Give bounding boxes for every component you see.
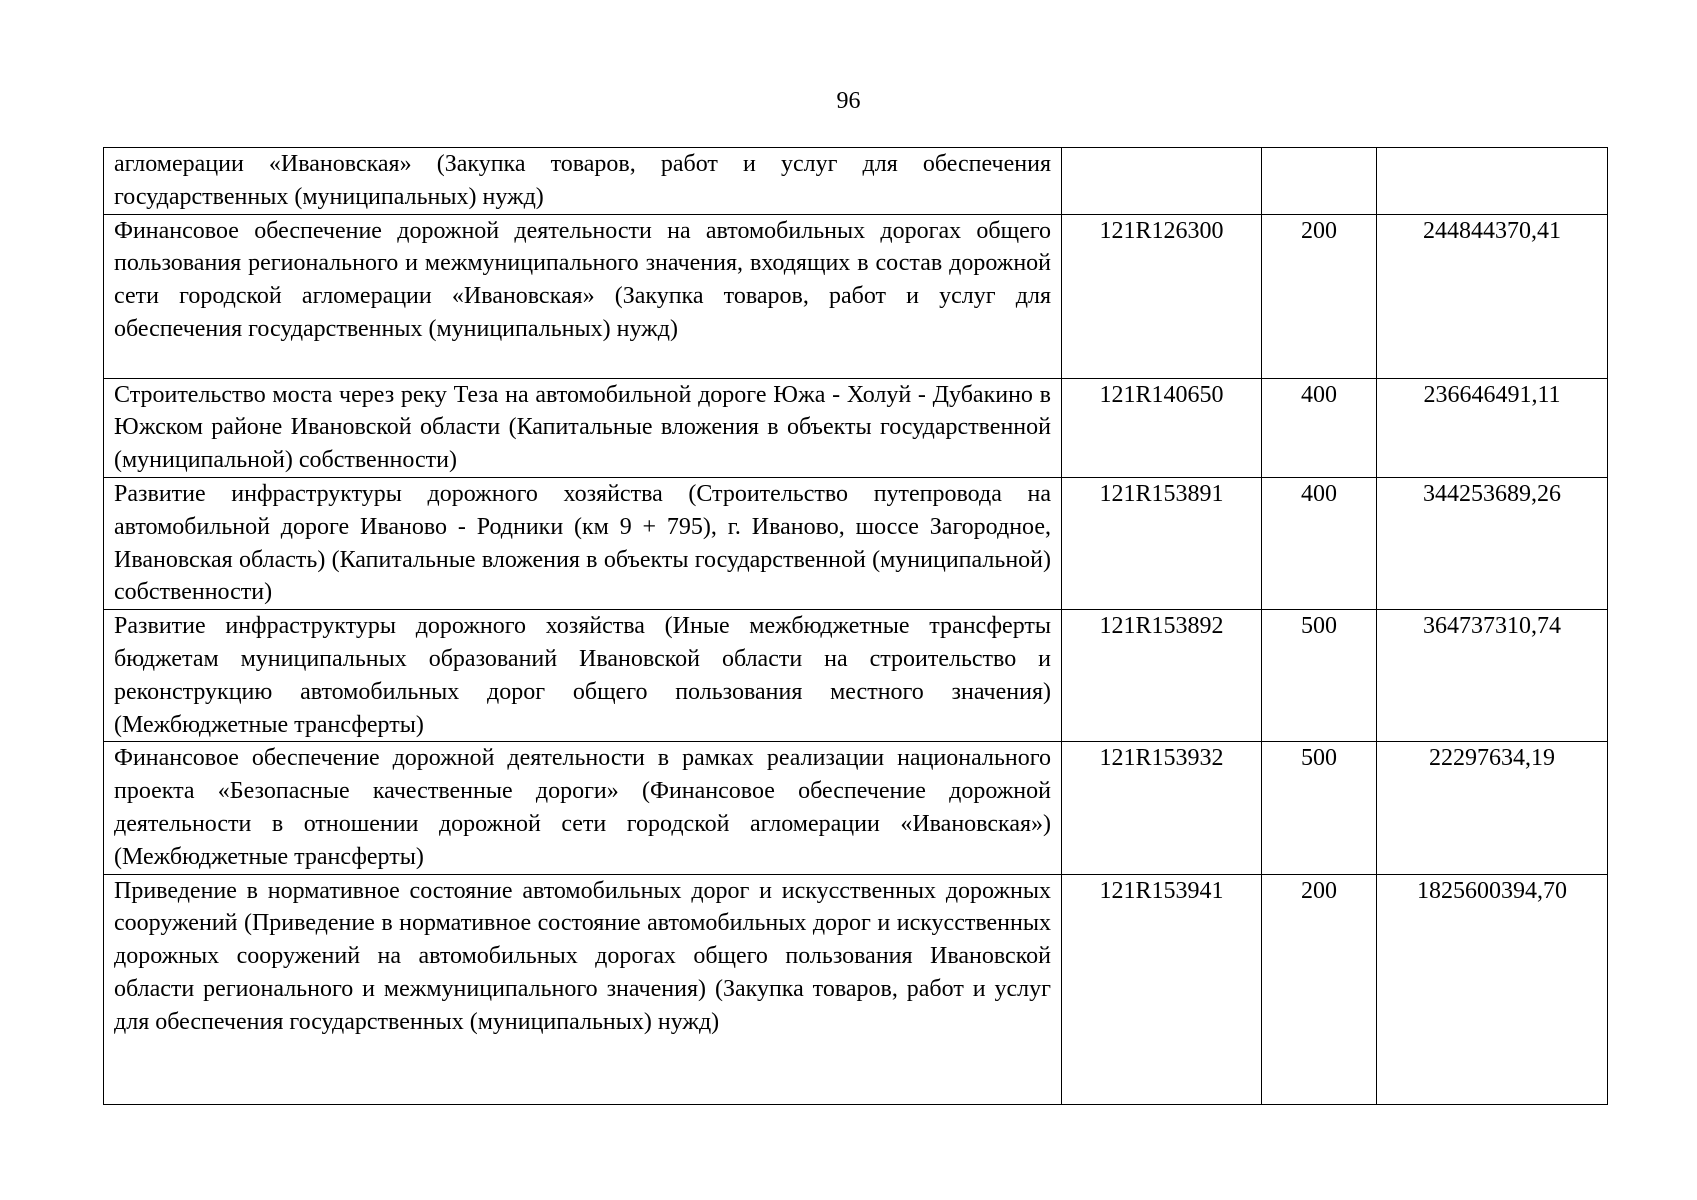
amount-cell (1377, 148, 1608, 215)
expense-type-cell: 500 (1262, 742, 1377, 874)
table-row (104, 214, 1608, 378)
target-code-cell: 121R153892 (1062, 610, 1262, 742)
target-code-cell: 121R140650 (1062, 378, 1262, 477)
amount-cell: 22297634,19 (1377, 742, 1608, 874)
target-code-cell: 121R153891 (1062, 477, 1262, 609)
expense-name-cell: Развитие инфраструктуры дорожного хозяйства (Иные межбюджетные трансферты бюджетам муниципальных образований Ивановской области на строительство и реконструкцию автомобильных дорог общего пользования местного значения) (Межбюджетные трансферты) (104, 610, 1062, 742)
table-row (104, 874, 1608, 1104)
amount-cell: 236646491,11 (1377, 378, 1608, 477)
expense-type-cell: 200 (1262, 214, 1377, 378)
table-row (104, 148, 1608, 215)
target-code-cell (1062, 148, 1262, 215)
amount-cell: 344253689,26 (1377, 477, 1608, 609)
expense-name-cell: Финансовое обеспечение дорожной деятельности на автомобильных дорогах общего пользования регионального и межмуниципального значения, входящих в состав дорожной сети городской агломерации «Ивановская» (Закупка товаров, работ и услуг для обеспечения государственных (муниципальных) нужд) (104, 214, 1062, 378)
expense-type-cell (1262, 148, 1377, 215)
page-number: 96 (836, 88, 861, 114)
table-row (104, 378, 1608, 477)
expense-type-cell: 400 (1262, 477, 1377, 609)
expense-type-cell: 500 (1262, 610, 1377, 742)
table-row (104, 610, 1608, 742)
amount-cell: 1825600394,70 (1377, 874, 1608, 1104)
target-code-cell: 121R153932 (1062, 742, 1262, 874)
expense-name-cell: Развитие инфраструктуры дорожного хозяйства (Строительство путепровода на автомобильной дороге Иваново - Родники (км 9 + 795), г. Иваново, шоссе Загородное, Ивановская область) (Капитальные вложения в объекты государственной (муниципальной) собственности) (104, 477, 1062, 609)
table-row (104, 742, 1608, 874)
target-code-cell: 121R126300 (1062, 214, 1262, 378)
expense-type-cell: 200 (1262, 874, 1377, 1104)
table-row (104, 477, 1608, 609)
expense-name-cell: Строительство моста через реку Теза на автомобильной дороге Южа - Холуй - Дубакино в Южском районе Ивановской области (Капитальные вложения в объекты государственной (муниципальной) собственности) (104, 378, 1062, 477)
amount-cell: 244844370,41 (1377, 214, 1608, 378)
expense-name-cell: агломерации «Ивановская» (Закупка товаров, работ и услуг для обеспечения государственных (муниципальных) нужд) (104, 148, 1062, 215)
expense-type-cell: 400 (1262, 378, 1377, 477)
target-code-cell: 121R153941 (1062, 874, 1262, 1104)
expense-name-cell: Приведение в нормативное состояние автомобильных дорог и искусственных дорожных сооружений (Приведение в нормативное состояние автомобильных дорог и искусственных дорожных сооружений на автомобильных дорогах общего пользования Ивановской области регионального и межмуниципального значения) (Закупка товаров, работ и услуг для обеспечения государственных (муниципальных) нужд) (104, 874, 1062, 1104)
expense-name-cell: Финансовое обеспечение дорожной деятельности в рамках реализации национального проекта «Безопасные качественные дороги» (Финансовое обеспечение дорожной деятельности в отношении дорожной сети городской агломерации «Ивановская») (Межбюджетные трансферты) (104, 742, 1062, 874)
amount-cell: 364737310,74 (1377, 610, 1608, 742)
budget-table (103, 147, 1608, 1105)
